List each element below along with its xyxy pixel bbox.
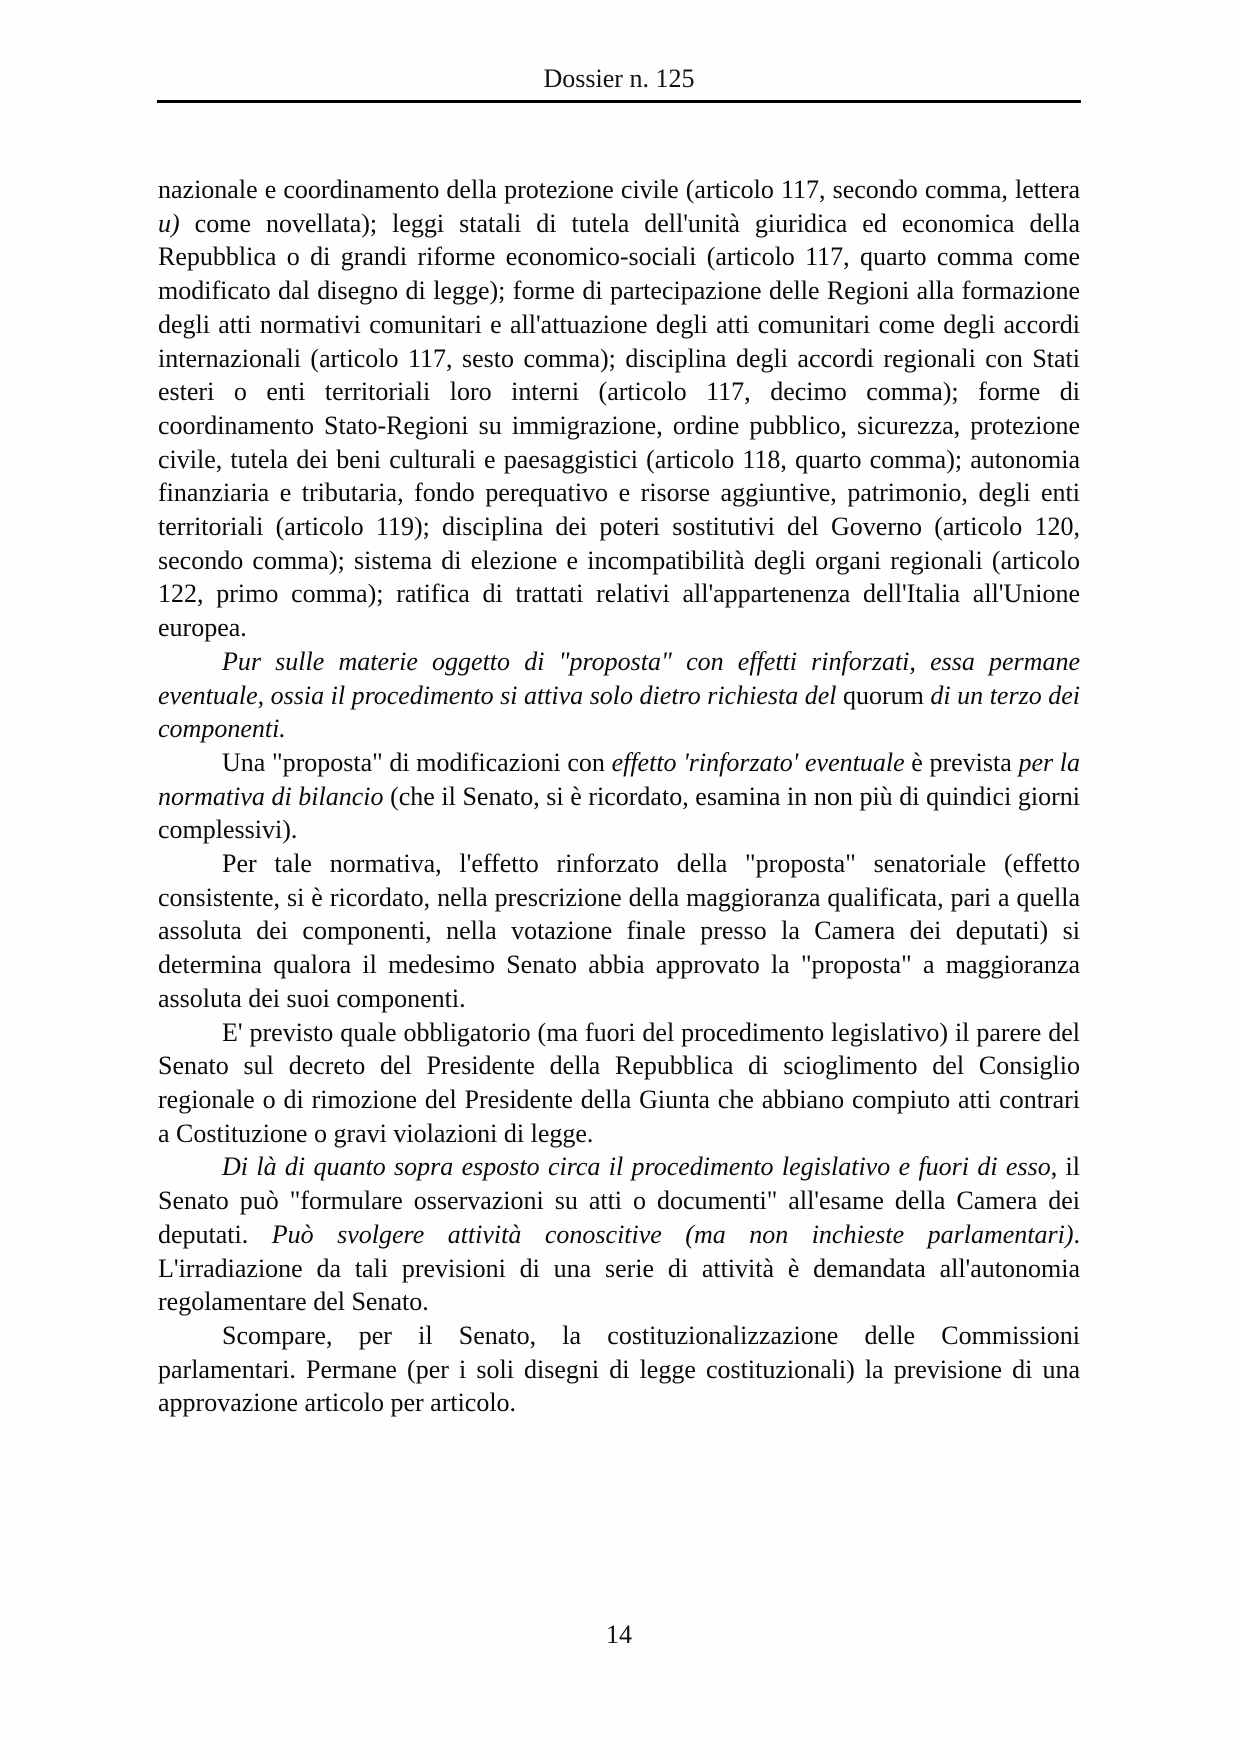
body-text bbox=[158, 173, 1080, 1420]
text-run: di un terzo dei componenti. bbox=[158, 680, 1080, 744]
paragraph bbox=[158, 1016, 1080, 1151]
page-header: Dossier n. 125 bbox=[543, 64, 695, 93]
paragraph bbox=[158, 1150, 1080, 1319]
text-run: . L'irradiazione da tali previsioni di una serie di attività è demandata all'autonomia regolamentare del Senato. bbox=[158, 1219, 1080, 1317]
text-run: E' previsto quale obbligatorio (ma fuori del procedimento legislativo) il parere del Senato sul decreto del Presidente della Repubblica di scioglimento del Consiglio regionale o di rimozione del Presidente della Giunta che abbiano compiuto atti contrari a Costituzione o gravi violazioni di legge. bbox=[158, 1017, 1080, 1148]
text-run: quorum bbox=[843, 680, 924, 710]
text-run: Scompare, per il Senato, la costituzionalizzazione delle Commissioni parlamentari. Permane (per i soli disegni di legge costituzionali) la previsione di una approvazione articolo per articolo. bbox=[158, 1320, 1080, 1418]
page-number: 14 bbox=[606, 1620, 632, 1649]
text-run: come novellata); leggi statali di tutela dell'unità giuridica ed economica della Repubblica o di grandi riforme economico-sociali (articolo 117, quarto comma come modificato dal disegno di legge); forme di partecipazione delle Regioni alla formazione degli atti normativi comunitari e all'attuazione degli atti comunitari come degli accordi internazionali (articolo 117, sesto comma); disciplina degli accordi regionali con Stati esteri o enti territoriali loro interni (articolo 117, decimo comma); forme di coordinamento Stato-Regioni su immigrazione, ordine pubblico, sicurezza, protezione civile, tutela dei beni culturali e paesaggistici (articolo 118, quarto comma); autonomia finanziaria e tributaria, fondo perequativo e risorse aggiuntive, patrimonio, degli enti territoriali (articolo 119); disciplina dei poteri sostitutivi del Governo (articolo 120, secondo comma); sistema di elezione e incompatibilità degli organi regionali (articolo 122, primo comma); ratifica di trattati relativi all'appartenenza dell'Italia all'Unione europea. bbox=[158, 208, 1080, 643]
paragraph bbox=[158, 847, 1080, 1016]
text-run: Pur sulle materie oggetto di "proposta" con effetti rinforzati, essa permane eventuale, ossia il procedimento si attiva solo dietro richiesta del bbox=[158, 646, 1080, 710]
text-run: (che il Senato, si è ricordato, esamina in non più di quindici giorni complessivi). bbox=[158, 781, 1080, 845]
text-run: effetto 'rinforzato' eventuale bbox=[611, 747, 905, 777]
text-run: Per tale normativa, l'effetto rinforzato della "proposta" senatoriale (effetto consistente, si è ricordato, nella prescrizione della maggioranza qualificata, pari a quella assoluta dei componenti, nella votazione finale presso la Camera dei deputati) si determina qualora il medesimo Senato abbia approvato la "proposta" a maggioranza assoluta dei suoi componenti. bbox=[158, 849, 1080, 1013]
text-run: u) bbox=[158, 208, 180, 238]
paragraph bbox=[158, 173, 1080, 645]
text-run: nazionale e coordinamento della protezione civile (articolo 117, secondo comma, lettera bbox=[158, 175, 1080, 204]
paragraph bbox=[158, 746, 1080, 847]
paragraph bbox=[158, 1319, 1080, 1420]
header-rule bbox=[157, 100, 1081, 103]
text-run: è prevista bbox=[904, 747, 1019, 777]
text-run: Una "proposta" di modificazioni con bbox=[222, 747, 612, 777]
text-run: Può svolgere attività conoscitive (ma non inchieste parlamentari) bbox=[271, 1219, 1074, 1249]
paragraph bbox=[158, 645, 1080, 746]
text-run: per la normativa di bilancio bbox=[158, 747, 1081, 811]
text-run: , il Senato può "formulare osservazioni su atti o documenti" all'esame della Camera dei deputati. bbox=[158, 1152, 1080, 1249]
text-run: Di là di quanto sopra esposto circa il procedimento legislativo e fuori di esso bbox=[222, 1152, 1051, 1182]
